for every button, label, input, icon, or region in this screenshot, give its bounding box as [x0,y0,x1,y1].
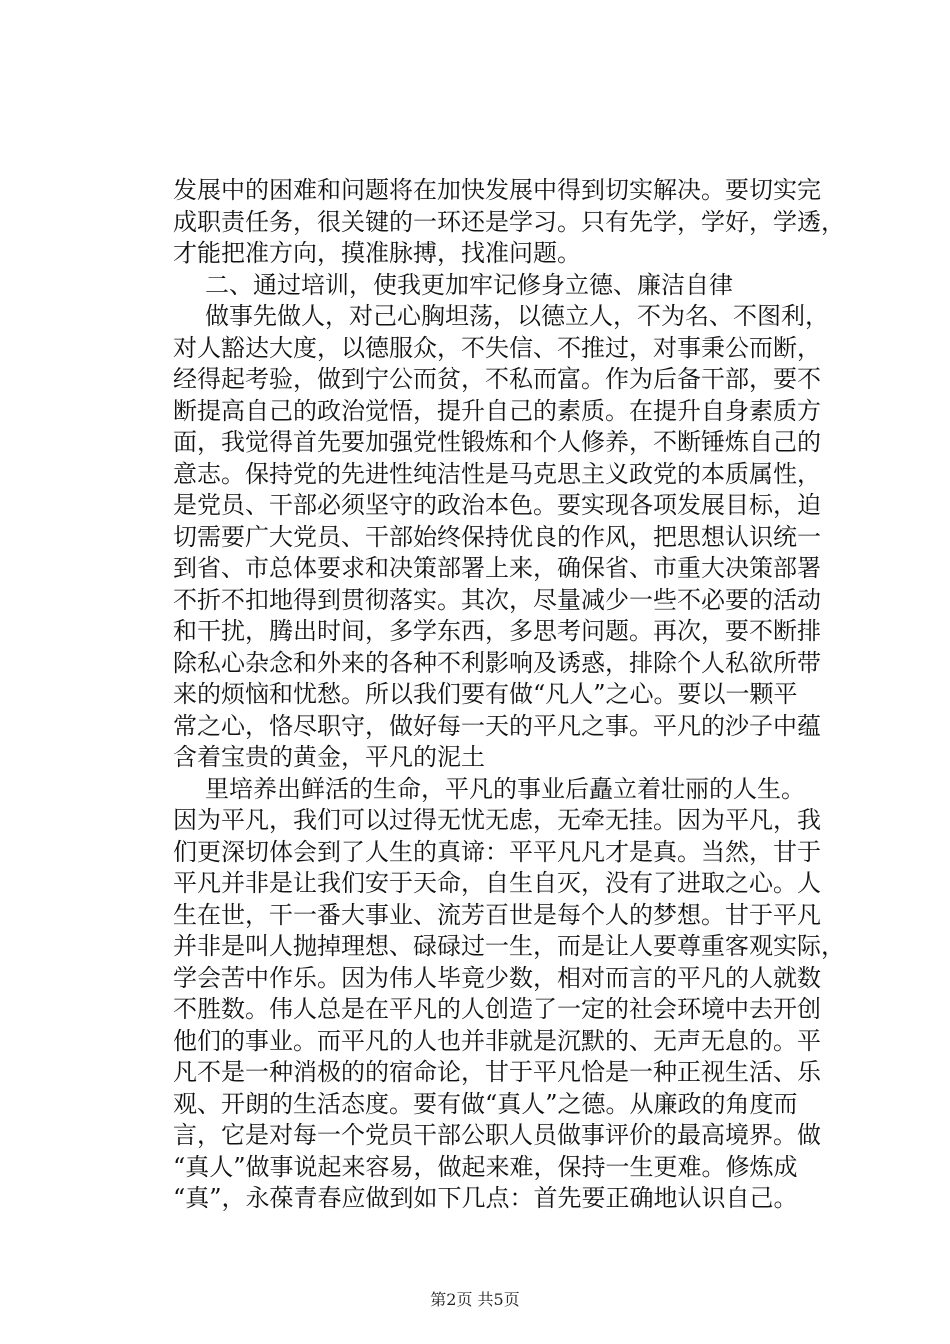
body-text-line: 面，我觉得首先要加强党性锻炼和个人修养，不断锤炼自己的 [173,428,821,456]
body-text-line: 做事先做人，对己心胸坦荡，以德立人，不为名、不图利， [205,302,829,330]
body-text-line: 平凡并非是让我们安于天命，自生自灭，没有了进取之心。人 [173,869,821,897]
body-text-line: 经得起考验，做到宁公而贫，不私而富。作为后备干部，要不 [173,365,821,393]
body-text-line: 常之心，恪尽职守，做好每一天的平凡之事。平凡的沙子中蕴 [173,712,821,740]
body-text-line: 切需要广大党员、干部始终保持优良的作风，把思想认识统一 [173,523,821,551]
body-text-line: 们更深切体会到了人生的真谛：平平凡凡才是真。当然，甘于 [173,838,821,866]
body-text-line: 并非是叫人抛掉理想、碌碌过一生，而是让人要尊重客观实际， [173,932,845,960]
body-text-line: 除私心杂念和外来的各种不利影响及诱惑，排除个人私欲所带 [173,649,821,677]
body-text-line: 他们的事业。而平凡的人也并非就是沉默的、无声无息的。平 [173,1027,821,1055]
body-text-line: 凡不是一种消极的的宿命论，甘于平凡恰是一种正视生活、乐 [173,1058,821,1086]
section-heading: 二、通过培训，使我更加牢记修身立德、廉洁自律 [205,271,733,299]
body-text-line: 才能把准方向，摸准脉搏，找准问题。 [173,239,581,267]
body-text-line: 来的烦恼和忧愁。所以我们要有做“凡人”之心。要以一颗平 [173,680,798,708]
body-text-line: 因为平凡，我们可以过得无忧无虑，无牵无挂。因为平凡，我 [173,806,821,834]
page-footer: 第2页 共5页 [430,1290,520,1309]
body-text-line: 和干扰，腾出时间，多学东西，多思考问题。再次，要不断排 [173,617,821,645]
body-text-line: “真人”做事说起来容易，做起来难，保持一生更难。修炼成 [173,1153,798,1181]
body-text-line: 发展中的困难和问题将在加快发展中得到切实解决。要切实完 [173,176,821,204]
body-text-line: 观、开朗的生活态度。要有做“真人”之德。从廉政的角度而 [173,1090,798,1118]
body-text-line: 里培养出鲜活的生命，平凡的事业后矗立着壮丽的人生。 [205,775,805,803]
body-text-line: 生在世，干一番大事业、流芳百世是每个人的梦想。甘于平凡 [173,901,821,929]
body-text-line: 对人豁达大度，以德服众，不失信、不推过，对事秉公而断， [173,334,821,362]
body-text-line: 不胜数。伟人总是在平凡的人创造了一定的社会环境中去开创 [173,995,821,1023]
body-text-line: 成职责任务，很关键的一环还是学习。只有先学，学好，学透， [173,208,845,236]
body-text-line: 是党员、干部必须坚守的政治本色。要实现各项发展目标，迫 [173,491,821,519]
body-text-line: “真”，永葆青春应做到如下几点：首先要正确地认识自己。 [173,1184,798,1212]
body-text-line: 言，它是对每一个党员干部公职人员做事评价的最高境界。做 [173,1121,821,1149]
body-text-line: 学会苦中作乐。因为伟人毕竟少数，相对而言的平凡的人就数 [173,964,821,992]
body-text-line: 意志。保持党的先进性纯洁性是马克思主义政党的本质属性， [173,460,821,488]
body-text-line: 断提高自己的政治觉悟，提升自己的素质。在提升自身素质方 [173,397,821,425]
body-text-line: 含着宝贵的黄金，平凡的泥土 [173,743,485,771]
body-text-line: 不折不扣地得到贯彻落实。其次，尽量减少一些不必要的活动 [173,586,821,614]
body-text-line: 到省、市总体要求和决策部署上来，确保省、市重大决策部署 [173,554,821,582]
